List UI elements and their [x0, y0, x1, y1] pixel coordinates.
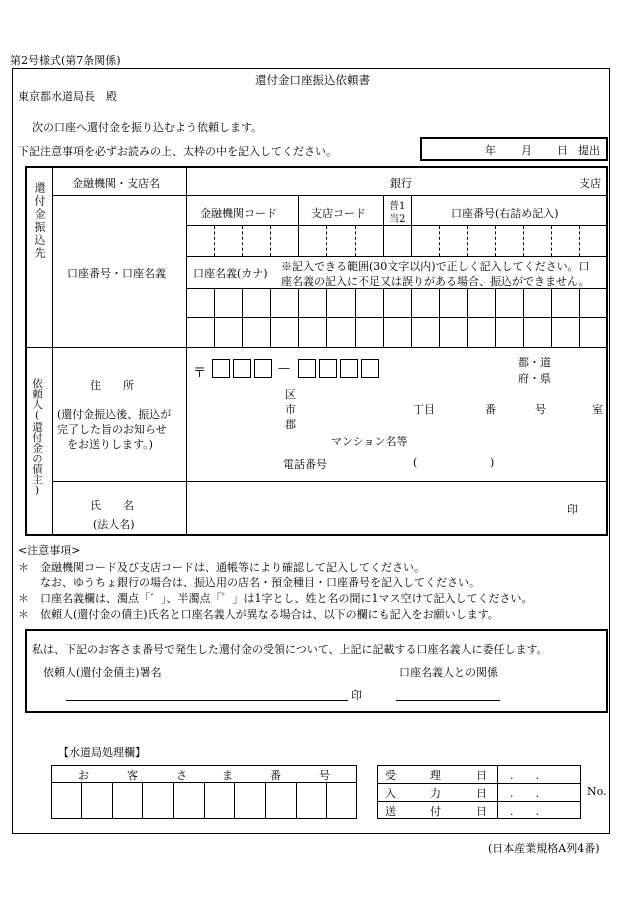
ward-label-1: 区: [285, 388, 296, 401]
address-label: 住 所: [90, 379, 134, 392]
bank-code-label: 金融機関コード: [200, 207, 277, 220]
delegation-text: 私は、下記のお客さま番号で発生した還付金の受領について、上記に記載する口座名義人に委任します。: [32, 643, 548, 656]
address-note-3: をお送りします。): [67, 438, 153, 451]
customer-number-char-1: お: [78, 769, 89, 782]
received-char-2: 理: [430, 769, 441, 782]
name-input[interactable]: [190, 484, 550, 534]
account-number-input[interactable]: [412, 227, 607, 255]
postal-digit-3[interactable]: [254, 359, 272, 378]
postal-mark-icon: 〒: [193, 366, 207, 381]
ward-label-2: 市: [285, 403, 296, 416]
bank-suffix: 銀行: [390, 177, 412, 190]
account-name-note-1: ※記入できる範囲(30文字以内)で正しく記入してください。口: [281, 260, 590, 273]
postal-digit-4[interactable]: [298, 359, 316, 378]
sent-char-3: 日: [476, 805, 487, 818]
address-note-1: (還付金振込後、振込が: [57, 408, 172, 421]
bank-name-input[interactable]: [188, 168, 568, 194]
branch-code-input[interactable]: [300, 227, 383, 255]
received-char-3: 日: [476, 769, 487, 782]
customer-number-char-4: ま: [222, 769, 233, 782]
account-label: 口座番号・口座名義: [67, 267, 166, 280]
bank-code-input[interactable]: [188, 227, 298, 255]
account-type-2: 当2: [389, 214, 406, 225]
received-char-1: 受: [385, 769, 396, 782]
date-day: 日: [557, 144, 568, 157]
account-number-label: 口座番号(右詰め記入): [451, 207, 559, 220]
phone-open: (: [413, 456, 418, 469]
postal-digit-7[interactable]: [361, 359, 379, 378]
input-char-3: 日: [476, 787, 487, 800]
customer-number-char-5: 番: [270, 769, 281, 782]
phone-close: ): [490, 456, 495, 469]
customer-number-char-3: さ: [176, 769, 187, 782]
relation-label: 口座名義人との関係: [399, 666, 498, 679]
office-no-label: No.: [587, 785, 607, 798]
name-label: 氏 名: [90, 499, 134, 512]
ban-label: 番: [485, 403, 496, 416]
note-item-3: ＊ 口座名義欄は、濁点「゛」、半濁点「゜」は1字とし、姓と名の間に1マス空けて記入してください。: [18, 592, 533, 605]
note-item-2: なお、ゆうちょ銀行の場合は、振込用の店名・預金種目・口座番号を記入してください。: [18, 576, 480, 589]
input-char-2: 力: [430, 787, 441, 800]
seal-mark: 印: [567, 503, 578, 516]
footer-spec: (日本産業規格A列4番): [488, 842, 600, 855]
delegation-seal: 印: [351, 689, 362, 702]
mansion-label: マンション名等: [331, 435, 408, 448]
postal-digit-6[interactable]: [340, 359, 358, 378]
account-name-note-2: 座名義の記入に不足又は誤りがある場合、振込ができません。: [281, 275, 590, 288]
note-item-1: ＊ 金融機関コード及び支店コードは、通帳等により確認して記入してください。: [18, 561, 425, 574]
bank-label: 金融機関・支店名: [72, 177, 160, 190]
form-number: 第2号様式(第7条関係): [10, 54, 121, 67]
signer-label: 依頼人(還付金債主)署名: [43, 666, 162, 679]
sent-char-1: 送: [385, 805, 396, 818]
input-char-1: 入: [385, 787, 396, 800]
account-name-label: 口座名義(カナ): [193, 267, 268, 280]
account-type-1: 普1: [389, 201, 406, 212]
received-date[interactable]: . .: [510, 769, 539, 782]
sent-date[interactable]: . .: [510, 805, 539, 818]
phone-label: 電話番号: [283, 458, 327, 471]
account-type-input[interactable]: [384, 227, 411, 255]
customer-number-char-6: 号: [319, 769, 330, 782]
form-title: 還付金口座振込依頼書: [255, 73, 370, 87]
branch-code-label: 支店コード: [311, 207, 366, 220]
room-label: 室: [592, 403, 603, 416]
postal-digit-5[interactable]: [319, 359, 337, 378]
relation-input[interactable]: [396, 684, 500, 701]
input-date[interactable]: . .: [510, 787, 539, 800]
date-submitted: 提出: [578, 144, 600, 157]
postal-dash: —: [278, 361, 290, 375]
prefecture-label-1: 都・道: [518, 356, 551, 369]
notes-header: <注意事項>: [18, 544, 81, 557]
customer-number-input[interactable]: [53, 784, 355, 817]
chome-label: 丁目: [413, 403, 435, 416]
note-item-4: ＊ 依頼人(還付金の債主)氏名と口座名義人が異なる場合は、以下の欄にも記入をお願いします。: [18, 608, 499, 621]
prefecture-label-2: 府・県: [518, 372, 551, 385]
customer-number-char-2: 客: [127, 769, 138, 782]
intro-text: 次の口座へ還付金を振り込むよう依頼します。: [32, 121, 263, 134]
address-note-2: 完了した旨のお知らせ: [57, 423, 167, 436]
branch-suffix: 支店: [579, 177, 601, 190]
addressee: 東京都水道局長 殿: [18, 90, 117, 103]
requester-side-label: 依頼人(還付金の債主): [31, 378, 43, 497]
ward-label-3: 郡: [285, 418, 296, 431]
account-name-input[interactable]: [188, 290, 607, 346]
date-month: 月: [521, 144, 532, 157]
office-header: 【水道局処理欄】: [58, 746, 146, 759]
date-year: 年: [485, 144, 496, 157]
instruction-text: 下記注意事項を必ずお読みの上、太枠の中を記入してください。: [18, 145, 337, 158]
go-label: 号: [535, 403, 546, 416]
sent-char-2: 付: [430, 805, 441, 818]
signer-input[interactable]: [66, 684, 348, 701]
name-sub-label: (法人名): [93, 518, 135, 531]
account-side-label: 還付金振込先: [33, 182, 46, 260]
address-input[interactable]: [190, 380, 605, 476]
postal-digit-1[interactable]: [212, 359, 230, 378]
postal-digit-2[interactable]: [233, 359, 251, 378]
